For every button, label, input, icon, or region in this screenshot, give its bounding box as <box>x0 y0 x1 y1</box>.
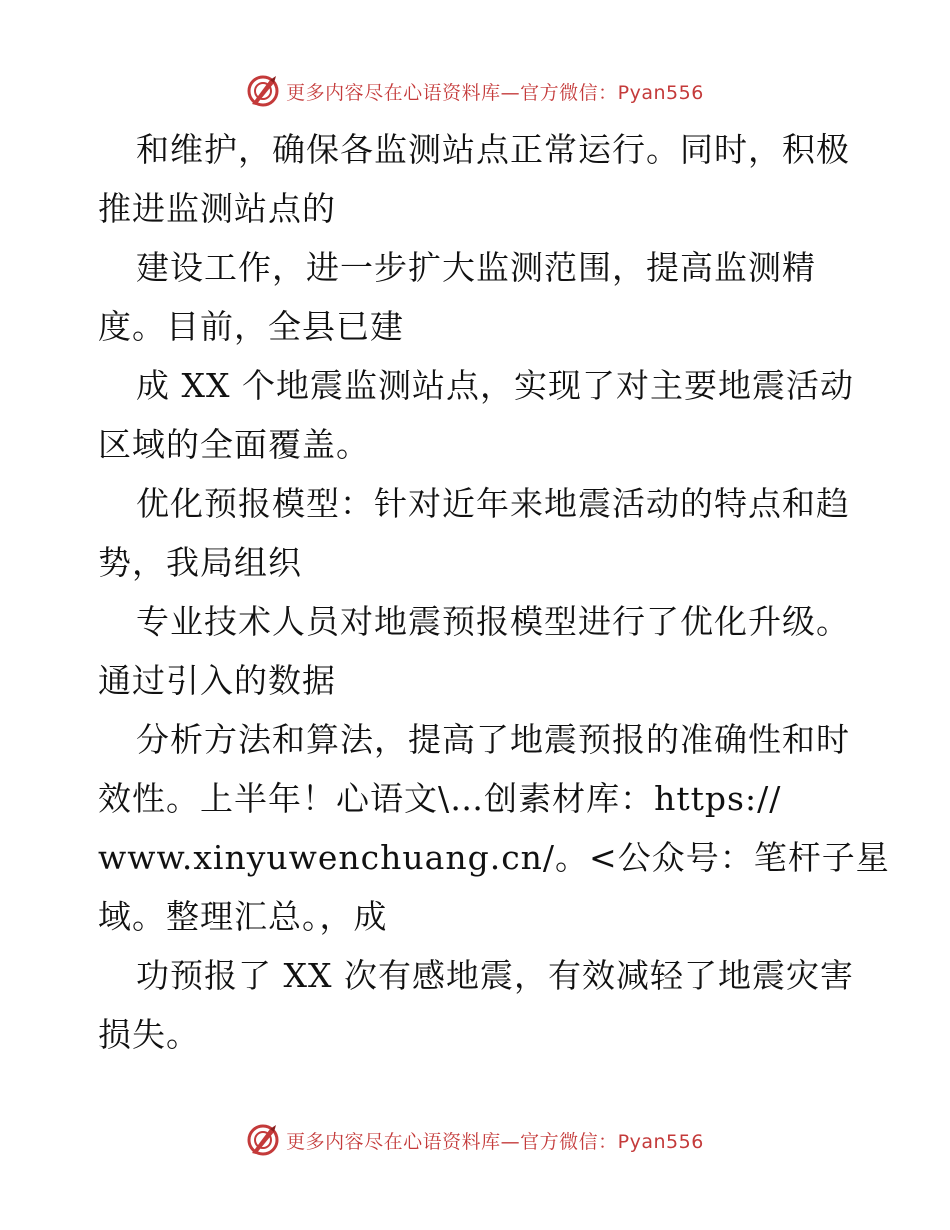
text-line: 专业技术人员对地震预报模型进行了优化升级。 <box>136 602 850 641</box>
footer-banner-text: 更多内容尽在心语资料库—官方微信：Pyan556 <box>286 1130 704 1153</box>
text-line: 势，我局组织 <box>98 543 302 582</box>
text-line: 成 XX 个地震监测站点，实现了对主要地震活动 <box>136 366 854 405</box>
text-line: www.xinyuwenchuang.cn/。<公众号：笔杆子星 <box>98 838 890 877</box>
text-line: 分析方法和算法，提高了地震预报的准确性和时 <box>136 720 850 759</box>
header-banner-text: 更多内容尽在心语资料库—官方微信：Pyan556 <box>286 81 704 104</box>
text-line: 建设工作，进一步扩大监测范围，提高监测精 <box>136 248 816 287</box>
text-line: 通过引入的数据 <box>98 661 336 700</box>
text-line: 域。整理汇总。，成 <box>98 897 388 936</box>
text-line: 和维护，确保各监测站点正常运行。同时，积极 <box>136 130 850 169</box>
quill-in-circle-logo <box>246 74 280 108</box>
quill-in-circle-logo <box>246 1123 280 1157</box>
text-line: 推进监测站点的 <box>98 189 336 228</box>
text-line: 功预报了 XX 次有感地震，有效减轻了地震灾害 <box>136 956 854 995</box>
text-line: 区域的全面覆盖。 <box>98 425 370 464</box>
text-line: 优化预报模型：针对近年来地震活动的特点和趋 <box>136 484 850 523</box>
text-line: 损失。 <box>98 1015 200 1054</box>
document-body <box>98 120 890 1064</box>
header-banner <box>0 71 950 111</box>
footer-banner <box>0 1120 950 1160</box>
text-line: 效性。上半年！心语文\…创素材库：https:// <box>98 779 782 818</box>
text-line: 度。目前，全县已建 <box>98 307 404 346</box>
